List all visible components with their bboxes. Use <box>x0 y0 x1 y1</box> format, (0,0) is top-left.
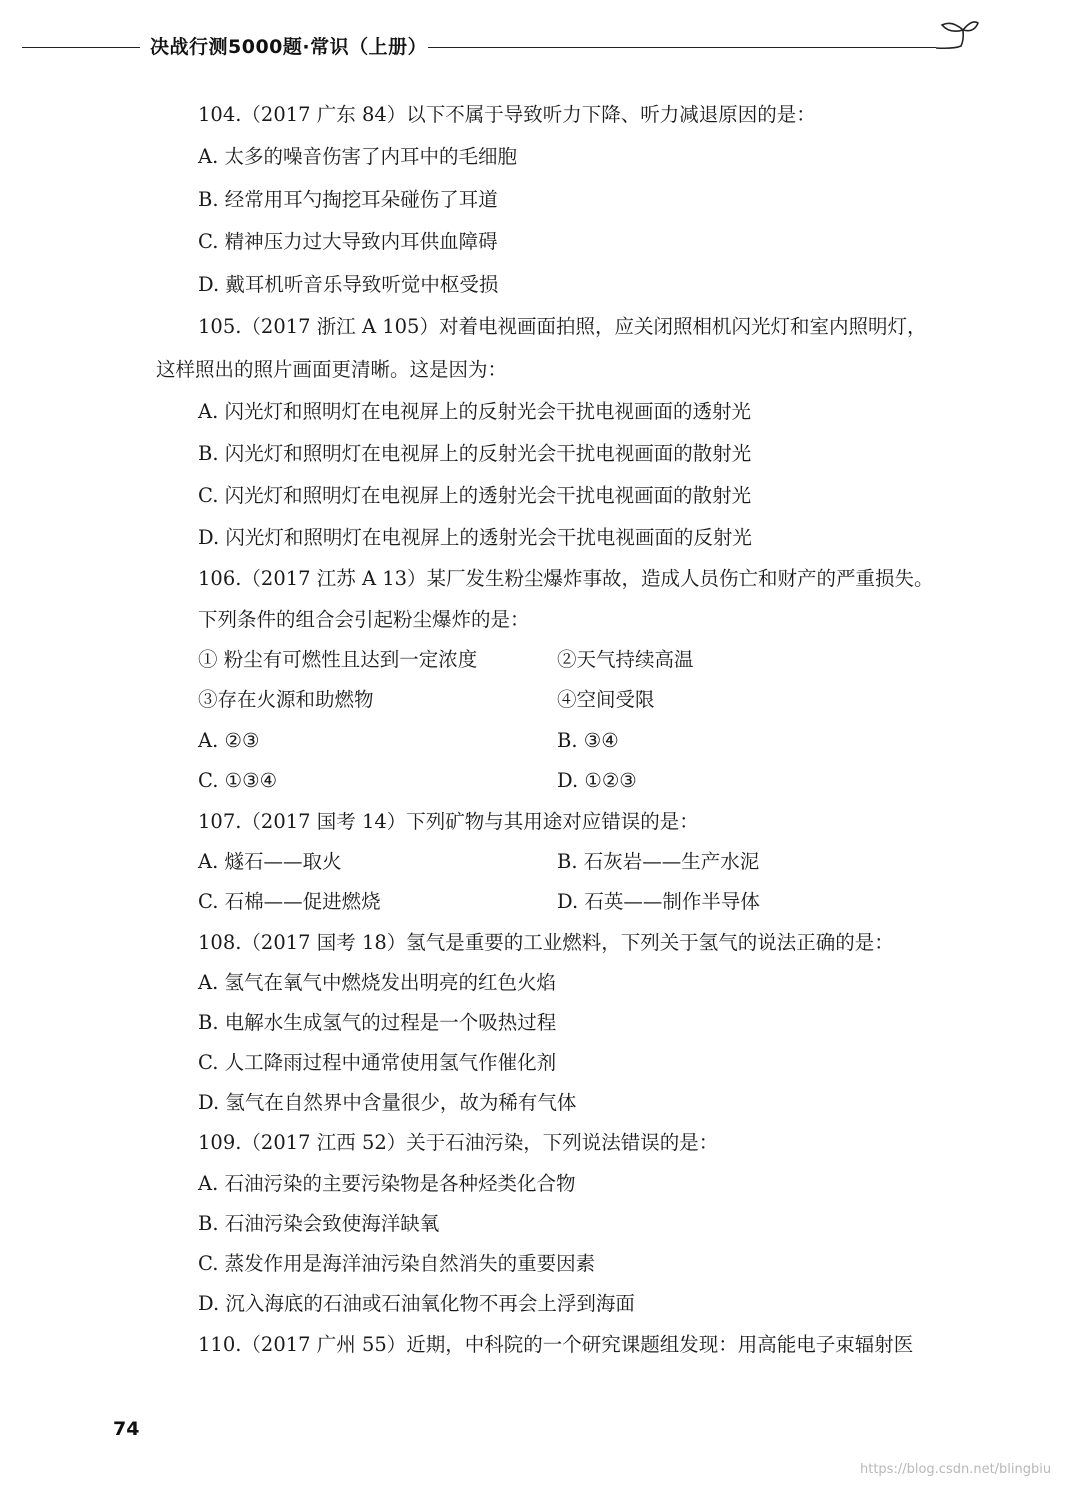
question-110-stem: 110.（2017 广州 55）近期，中科院的一个研究课题组发现：用高能电子束辐射医 <box>198 1333 914 1356</box>
question-106-option-d: D. ①②③ <box>557 769 637 792</box>
question-107-option-d: D. 石英——制作半导体 <box>557 890 760 913</box>
question-108-stem: 108.（2017 国考 18）氢气是重要的工业燃料，下列关于氢气的说法正确的是： <box>198 931 894 954</box>
question-105-stem: 105.（2017 浙江 A 105）对着电视画面拍照，应关闭照相机闪光灯和室内照明灯， <box>198 315 927 338</box>
question-108-option-a: A. 氢气在氧气中燃烧发出明亮的红色火焰 <box>198 971 556 994</box>
question-108-option-d: D. 氢气在自然界中含量很少，故为稀有气体 <box>198 1091 577 1114</box>
question-107-option-c: C. 石棉——促进燃烧 <box>198 890 381 913</box>
page-number: 74 <box>113 1418 140 1440</box>
watermark: https://blog.csdn.net/blingbiu <box>860 1462 1052 1477</box>
question-106-condition-3: ③存在火源和助燃物 <box>198 688 374 711</box>
question-105-stem-continued: 这样照出的照片画面更清晰。这是因为： <box>156 358 508 381</box>
question-105-option-a: A. 闪光灯和照明灯在电视屏上的反射光会干扰电视画面的透射光 <box>198 400 751 423</box>
question-106-stem-continued: 下列条件的组合会引起粉尘爆炸的是： <box>198 608 530 631</box>
question-104-option-a: A. 太多的噪音伤害了内耳中的毛细胞 <box>198 145 517 168</box>
question-107-option-b: B. 石灰岩——生产水泥 <box>557 850 760 873</box>
question-108-option-c: C. 人工降雨过程中通常使用氢气作催化剂 <box>198 1051 557 1074</box>
question-104-option-c: C. 精神压力过大导致内耳供血障碍 <box>198 230 498 253</box>
question-109-stem: 109.（2017 江西 52）关于石油污染，下列说法错误的是： <box>198 1131 719 1154</box>
question-107-option-a: A. 燧石——取火 <box>198 850 342 873</box>
question-106-stem: 106.（2017 江苏 A 13）某厂发生粉尘爆炸事故，造成人员伤亡和财产的严重损失。 <box>198 567 934 590</box>
question-105-option-d: D. 闪光灯和照明灯在电视屏上的透射光会干扰电视画面的反射光 <box>198 526 752 549</box>
question-106-option-a: A. ②③ <box>198 729 260 752</box>
question-109-option-c: C. 蒸发作用是海洋油污染自然消失的重要因素 <box>198 1252 596 1275</box>
question-109-option-b: B. 石油污染会致使海洋缺氧 <box>198 1212 440 1235</box>
question-106-condition-1: ① 粉尘有可燃性且达到一定浓度 <box>198 648 478 671</box>
question-104-stem: 104.（2017 广东 84）以下不属于导致听力下降、听力减退原因的是： <box>198 103 816 126</box>
question-106-condition-2: ②天气持续高温 <box>557 648 694 671</box>
question-109-option-d: D. 沉入海底的石油或石油氧化物不再会上浮到海面 <box>198 1292 635 1315</box>
question-109-option-a: A. 石油污染的主要污染物是各种烃类化合物 <box>198 1172 576 1195</box>
question-105-option-b: B. 闪光灯和照明灯在电视屏上的反射光会干扰电视画面的散射光 <box>198 442 752 465</box>
question-106-option-c: C. ①③④ <box>198 769 278 792</box>
question-104-option-b: B. 经常用耳勺掏挖耳朵碰伤了耳道 <box>198 188 498 211</box>
question-104-option-d: D. 戴耳机听音乐导致听觉中枢受损 <box>198 273 499 296</box>
question-106-condition-4: ④空间受限 <box>557 688 655 711</box>
question-105-option-c: C. 闪光灯和照明灯在电视屏上的透射光会干扰电视画面的散射光 <box>198 484 752 507</box>
question-108-option-b: B. 电解水生成氢气的过程是一个吸热过程 <box>198 1011 557 1034</box>
book-title: 决战行测5000题·常识（上册） <box>150 36 428 58</box>
question-106-option-b: B. ③④ <box>557 729 619 752</box>
question-107-stem: 107.（2017 国考 14）下列矿物与其用途对应错误的是： <box>198 810 699 833</box>
